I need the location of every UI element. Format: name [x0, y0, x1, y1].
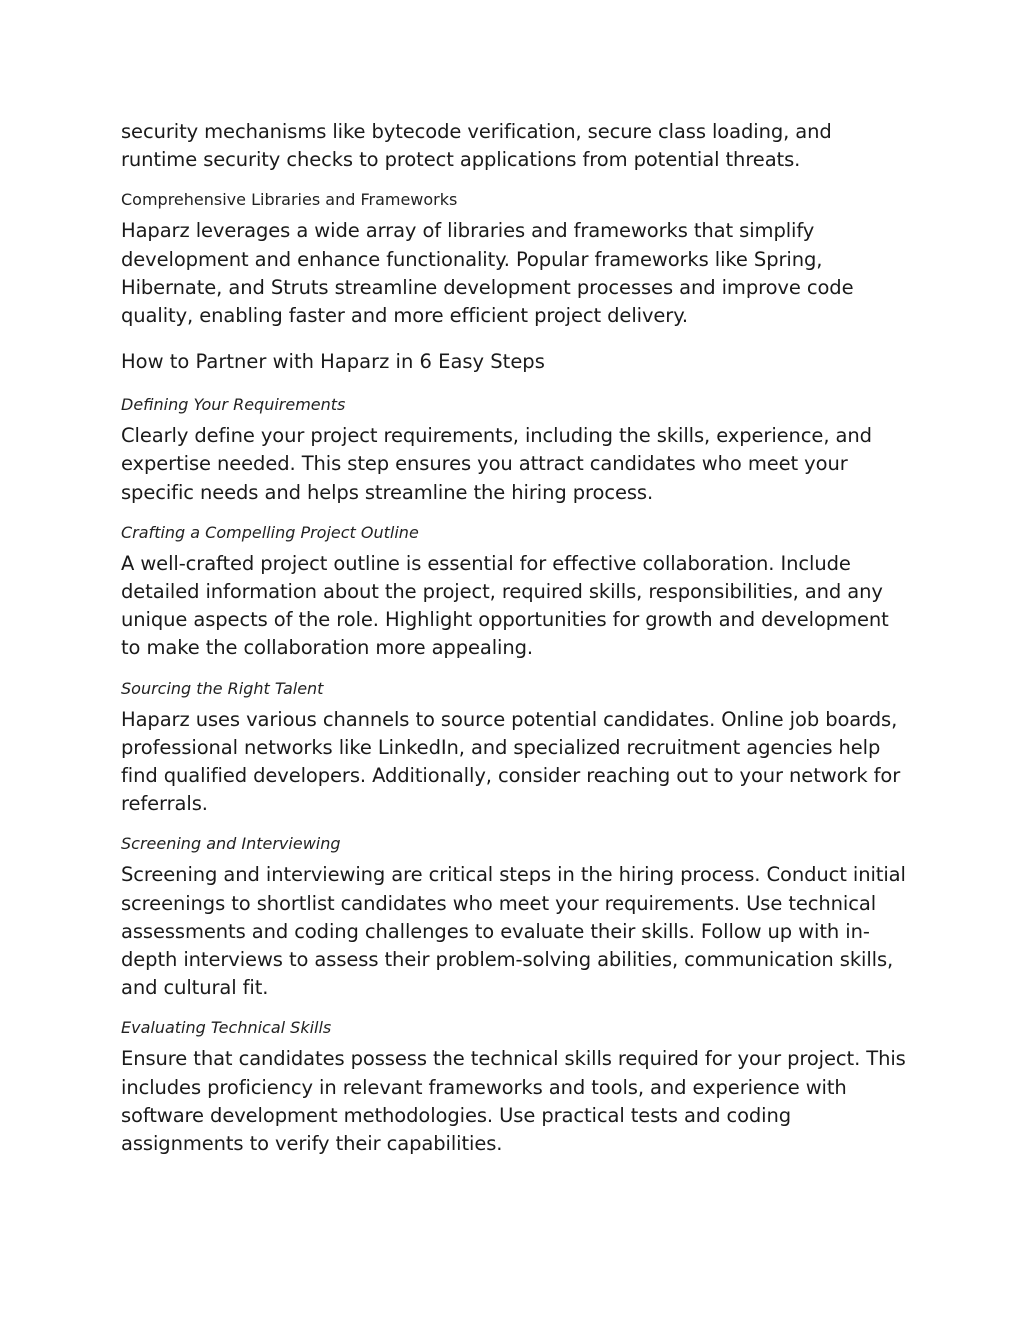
step-body-technical-skills: Ensure that candidates possess the technical skills required for your project. This includes proficiency in relevant frameworks and tools, and experience with software development methodologies. Use practical tests and coding assignments to verify their capabilities. [121, 1047, 906, 1156]
step-heading-screening: Screening and Interviewing [121, 834, 341, 854]
steps-section-heading: How to Partner with Haparz in 6 Easy Steps [121, 350, 545, 374]
step-heading-requirements: Defining Your Requirements [121, 395, 346, 415]
step-body-sourcing: Haparz uses various channels to source potential candidates. Online job boards, professional networks like LinkedIn, and specialized recruitment agencies help find qualified developers. Additionally, consider reaching out to your network for referrals. [121, 707, 901, 816]
libraries-paragraph: Haparz leverages a wide array of libraries and frameworks that simplify development and enhance functionality. Popular frameworks like Spring, Hibernate, and Struts streamline development processes and improve code quality, enabling faster and more efficient project delivery. [121, 219, 854, 328]
step-heading-project-outline: Crafting a Compelling Project Outline [121, 522, 419, 542]
step-heading-sourcing: Sourcing the Right Talent [121, 678, 324, 698]
step-body-project-outline: A well-crafted project outline is essential for effective collaboration. Include detailed information about the project, required skills, responsibilities, and any unique aspects of the role. Highlight opportunities for growth and development to make the collaboration more appealing. [121, 551, 889, 660]
libraries-heading: Comprehensive Libraries and Frameworks [121, 190, 458, 210]
step-heading-technical-skills: Evaluating Technical Skills [121, 1018, 332, 1038]
document-page [121, 118, 911, 1158]
step-body-requirements: Clearly define your project requirements, including the skills, experience, and expertise needed. This step ensures you attract candidates who meet your specific needs and helps streamline the hiring process. [121, 424, 872, 504]
intro-paragraph: security mechanisms like bytecode verification, secure class loading, and runtime security checks to protect applications from potential threats. [121, 120, 832, 172]
step-body-screening: Screening and interviewing are critical steps in the hiring process. Conduct initial screenings to shortlist candidates who meet your requirements. Use technical assessments and coding challenges to evaluate their skills. Follow up with in-depth interviews to assess their problem-solving abilities, communication skills, and cultural fit. [121, 863, 906, 1000]
